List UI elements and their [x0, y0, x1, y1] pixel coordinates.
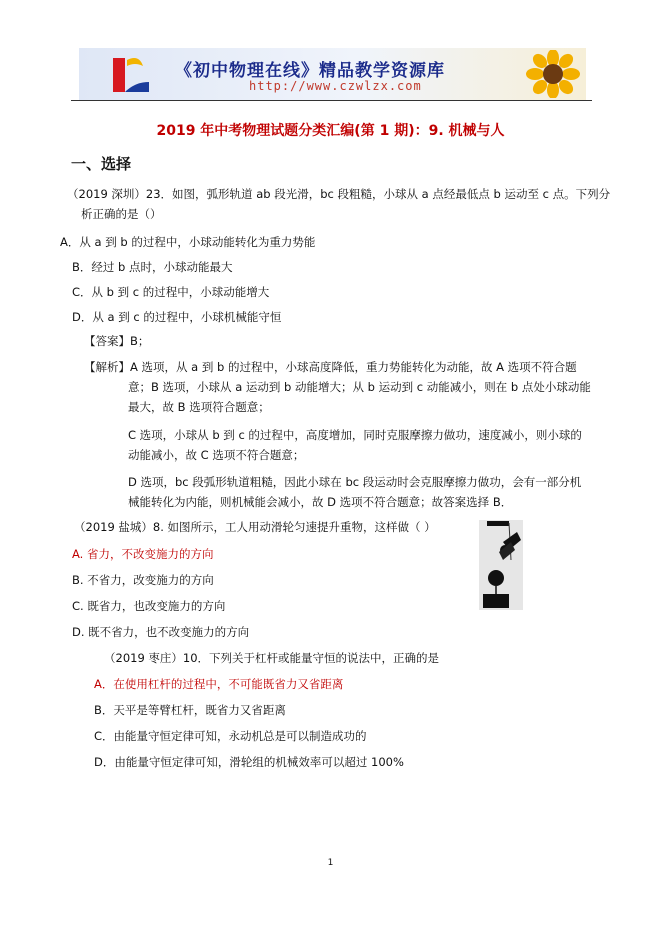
q1-analysis-line: 最大，故 B 选项符合题意； [128, 400, 270, 414]
q1-analysis-line: D 选项，bc 段弧形轨道粗糙，因此小球在 bc 段运动时会克服摩擦力做功，会有一部分机 [128, 475, 582, 489]
page-number: 1 [327, 858, 334, 868]
site-logo-icon [109, 52, 153, 96]
q1-option-c: C．从 b 到 c 的过程中，小球动能增大 [72, 285, 270, 299]
q1-analysis-line: 械能转化为内能，则机械能会减小，故 D 选项不符合题意；故答案选择 B． [128, 495, 513, 509]
q3-option-b: B．天平是等臂杠杆，既省力又省距离 [94, 703, 286, 717]
header-rule [71, 100, 592, 101]
q1-stem-line2: 析正确的是（） [81, 207, 162, 221]
section-heading: 一、选择 [71, 155, 132, 173]
q1-analysis-line: 【解析】A 选项，从 a 到 b 的过程中，小球高度降低，重力势能转化为动能，故 A 选项不符合题 [84, 360, 577, 374]
q3-option-d: D．由能量守恒定律可知，滑轮组的机械效率可以超过 100% [94, 755, 404, 769]
header-banner [79, 48, 586, 100]
q1-option-d: D．从 a 到 c 的过程中，小球机械能守恒 [72, 310, 282, 324]
q1-option-b: B．经过 b 点时，小球动能最大 [72, 260, 233, 274]
q1-option-a: A．从 a 到 b 的过程中，小球动能转化为重力势能 [60, 235, 316, 249]
q3-option-a: A．在使用杠杆的过程中，不可能既省力又省距离 [94, 677, 344, 691]
pulley-figure [479, 520, 523, 610]
q2-option-c: C. 既省力，也改变施力的方向 [72, 599, 226, 613]
q2-option-a: A. 省力，不改变施力的方向 [72, 547, 214, 561]
banner-title: 《初中物理在线》精品教学资源库 [175, 61, 445, 81]
q1-stem-line1: （2019 深圳）23．如图，弧形轨道 ab 段光滑，bc 段粗糙，小球从 a 点经最低点 b 运动至 c 点。下列分 [67, 187, 611, 201]
q1-analysis-line: 意；B 选项，小球从 a 运动到 b 动能增大；从 b 运动到 c 动能减小，则在 b 点处小球动能 [128, 380, 591, 394]
q3-stem: （2019 枣庄）10．下列关于杠杆或能量守恒的说法中，正确的是 [104, 651, 440, 665]
banner-url[interactable]: http://www.czwlzx.com [249, 79, 422, 93]
q1-analysis-line: C 选项，小球从 b 到 c 的过程中，高度增加，同时克服摩擦力做功，速度减小，则小球的 [128, 428, 582, 442]
q1-answer: 【答案】B； [84, 334, 150, 348]
q3-option-c: C．由能量守恒定律可知，永动机总是可以制造成功的 [94, 729, 367, 743]
sunflower-icon [522, 50, 584, 98]
page-title: 2019 年中考物理试题分类汇编(第 1 期)：9. 机械与人 [156, 123, 505, 139]
q2-stem: （2019 盐城）8. 如图所示，工人用动滑轮匀速提升重物，这样做（ ） [74, 520, 436, 534]
q2-option-b: B. 不省力，改变施力的方向 [72, 573, 214, 587]
q2-option-d: D. 既不省力，也不改变施力的方向 [72, 625, 250, 639]
q1-analysis-line: 动能减小，故 C 选项不符合题意； [128, 448, 305, 462]
